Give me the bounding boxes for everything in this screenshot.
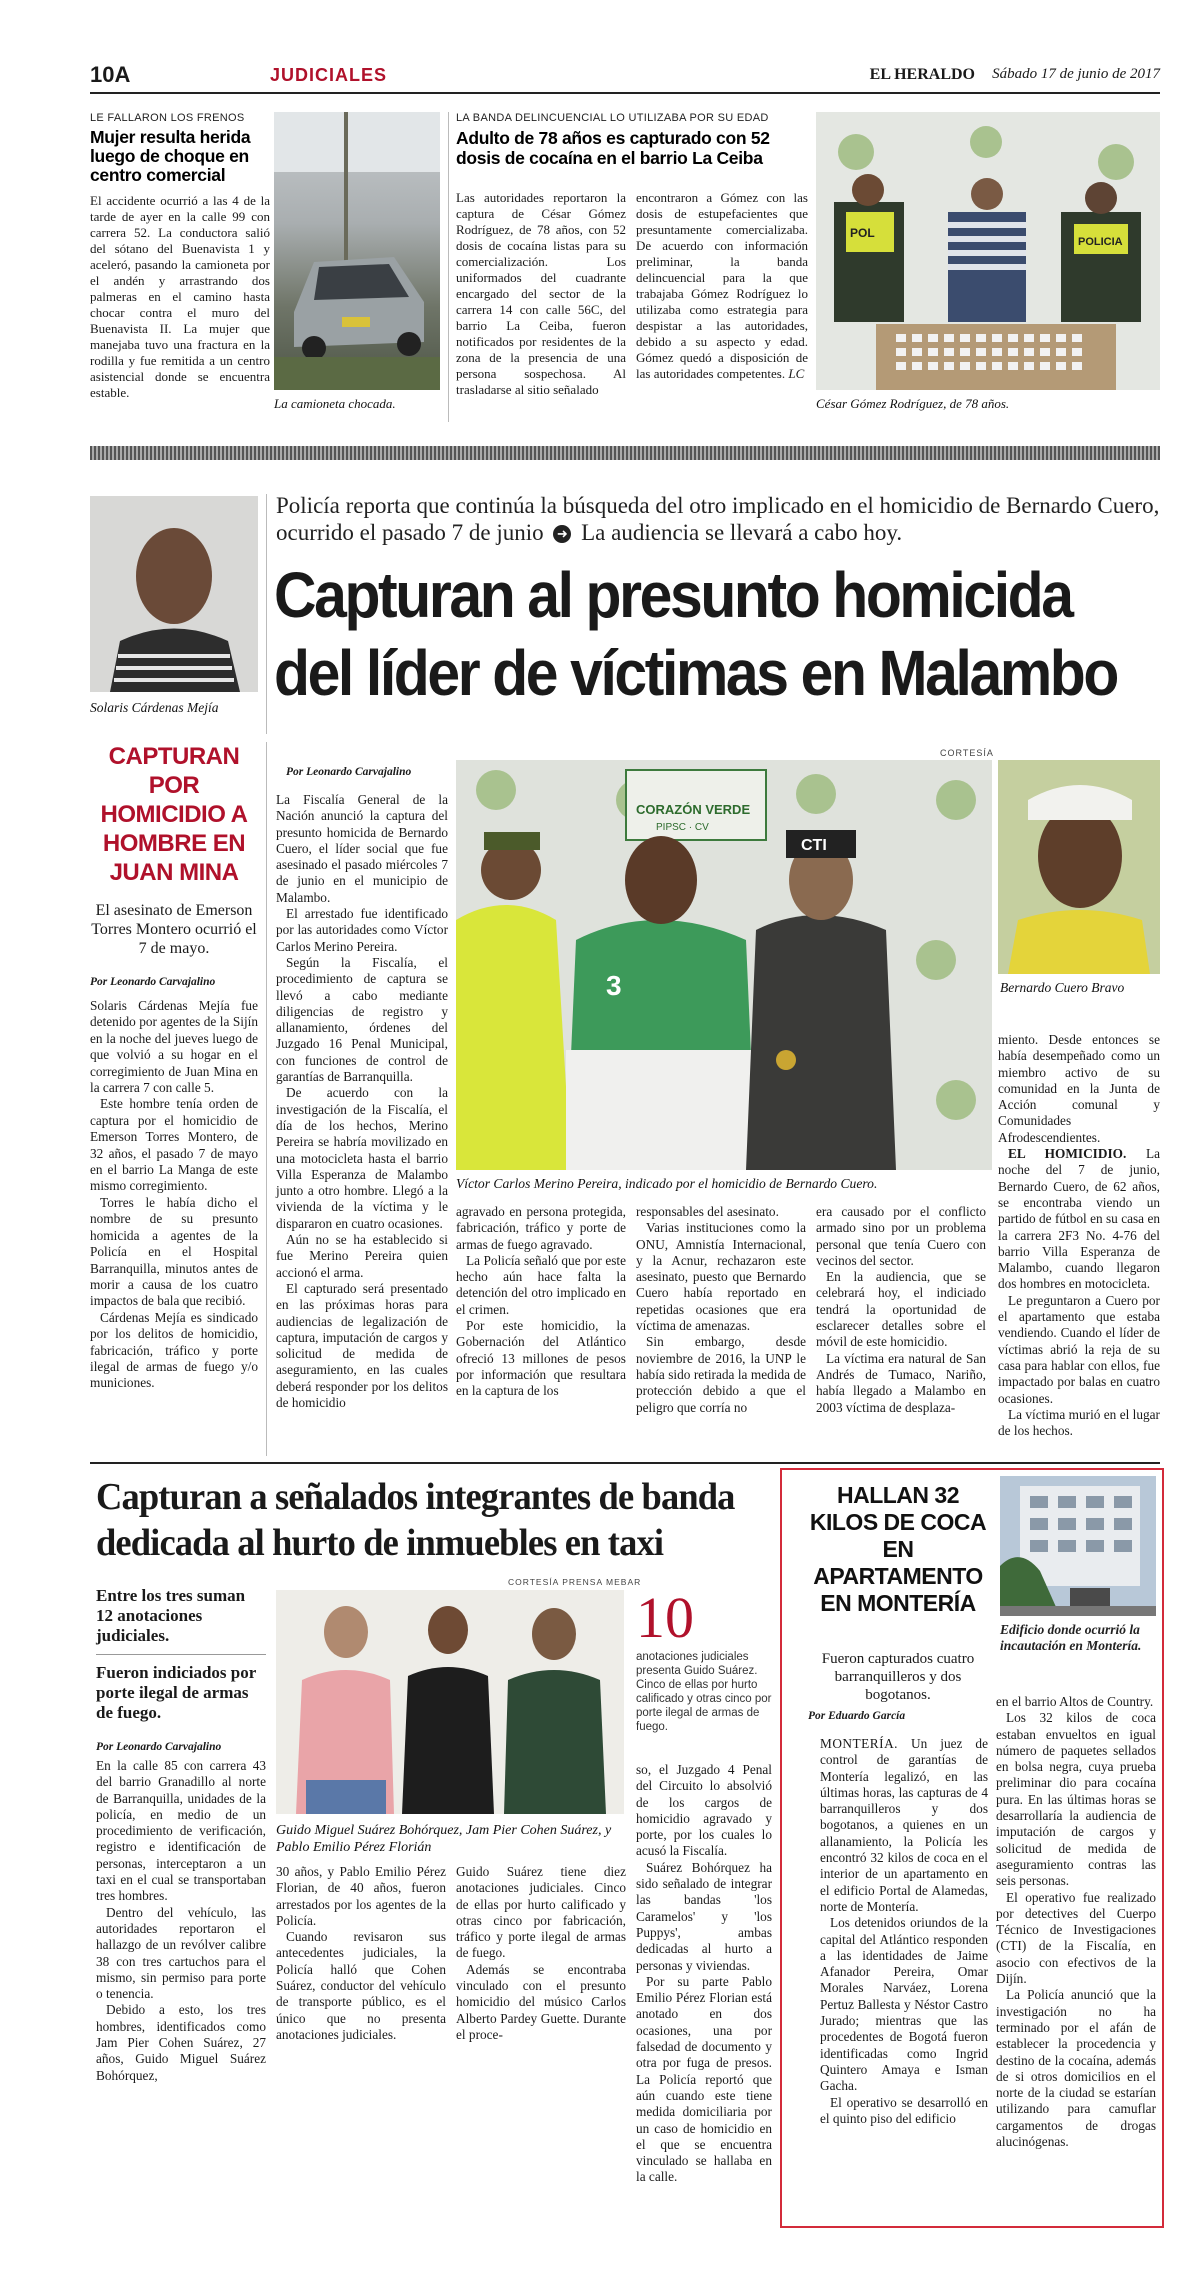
victim-illustration (998, 760, 1160, 974)
paragraph: Según la Fiscalía, el procedimiento de captura se llevó a cabo mediante diligencias de registro y allanamiento, órdenes del Juzgado 16 Penal Municipal, con funciones de control de garantías de Barranquilla. (276, 954, 448, 1085)
paragraph: Por este homicidio, la Gobernación del Atlántico ofreció 13 millones de pesos por información que resultara en la captura de los (456, 1318, 626, 1399)
story-brakes (90, 112, 270, 401)
summary-rule (96, 1654, 266, 1655)
headline-line-1: Capturan a señalados integrantes de banda (96, 1476, 735, 1518)
paragraph: Este hombre tenía orden de captura por el homicidio de Emerson Torres Montero, de 32 años, el pasado 7 de mayo en el barrio La Manga de este mismo corregimiento. (90, 1096, 258, 1194)
coca-col-2 (996, 1694, 1156, 2150)
paragraph: Varias instituciones como la ONU, Amnistía Internacional, y la Acnur, rechazaron este asesinato, puesto que Bernardo Cuero había reportado en repetidas ocasiones que era víctima de amenazas. (636, 1220, 806, 1334)
paragraph: Guido Suárez tiene diez anotaciones judiciales. Cinco de ellas por hurto calificado y otras cinco por fabricación, tráfico y porte ilegal de armas de fuego. (456, 1864, 626, 1961)
portrait-illustration (90, 496, 258, 692)
building-photo (1000, 1476, 1156, 1616)
main-col-3 (636, 1204, 806, 1416)
story-col-2 (636, 190, 808, 382)
banner-text: CORAZÓN VERDE (636, 802, 751, 817)
portrait-solaris (90, 496, 258, 692)
victim-caption: Bernardo Cuero Bravo (1000, 980, 1125, 995)
main-col-5 (998, 1032, 1160, 1439)
paragraph: en el barrio Altos de Country. (996, 1694, 1154, 1709)
taxi-photo-illustration (276, 1590, 624, 1814)
paragraph: Sin embargo, desde noviembre de 2016, la UNP le había sido retirada la medida de protección debido a que el peligro que corría no (636, 1334, 806, 1415)
lead-in: EL HOMICIDIO. (1008, 1146, 1127, 1162)
main-col-4 (816, 1204, 986, 1416)
coca-col-1 (820, 1736, 988, 2127)
headline-line-2: dedicada al hurto de inmuebles en taxi (96, 1522, 664, 1564)
summary-1: Entre los tres suman 12 anotaciones judiciales. (96, 1586, 246, 1645)
paragraph: Debido a esto, los tres hombres, identificados como Jam Pier Cohen Suárez, 27 años, Guido Miguel Suárez Bohórquez, (96, 2002, 266, 2083)
coca-deck: Fueron capturados cuatro barranquilleros y dos bogotanos. (821, 1651, 975, 1703)
paragraph: miento. Desde entonces se había desempeñado como un miembro activo de su comunidad en la Junta de Acción comunal y Comunidades Afrodescendientes. (998, 1032, 1160, 1145)
story-body: El accidente ocurrió a las 4 de la tarde de ayer en la calle 99 con carrera 52. La conductora salió del sótano del Buenavista 1 y aceleró, pasando la camioneta por el andén y arrastrando dos palmeras en el camino hasta chocar contra el muro del Buenavista II. La mujer que manejaba tuvo una fractura en la rodilla y fue remitida a un centro asistencial donde se encuentra estable. (90, 193, 270, 400)
paragraph: era causado por el conflicto armado sino por un problema personal que tenía Cuero con vecinos del sector. (816, 1204, 986, 1268)
main-col-2 (456, 1204, 626, 1400)
vertical-rule (266, 742, 267, 1456)
deck-text-2: La audiencia se llevará a cabo hoy. (581, 520, 903, 545)
shirt-number: 3 (606, 970, 622, 1001)
masthead-rule (90, 92, 1160, 94)
taxi-col-1 (96, 1758, 266, 2084)
paragraph: so, el Juzgado 4 Penal del Circuito lo absolvió de los cargos de homicidio agravado y porte, por los cuales lo acusó la Fiscalía. (636, 1762, 772, 1859)
paragraph: En la calle 85 con carrera 43 del barrio Granadillo al norte de Barranquilla, unidades de la policía, en medio de un procedimiento de verificación, registro e identificación de personas, interceptaron a un taxi en el cual se transportaban tres hombres. (96, 1758, 266, 1904)
paragraph: Solaris Cárdenas Mejía fue detenido por agentes de la Sijín en la noche del jueves luego de que volvió a su hogar en el corregimiento de Juan Mina en la carrera 7 con calle 5. (90, 998, 258, 1096)
paragraph: agravado en persona protegida, fabricación, tráfico y porte de armas de fuego agravado. (456, 1204, 626, 1252)
paragraph: Suárez Bohórquez ha sido señalado de integrar las bandas 'los Caramelos' y 'los Puppys', ambas dedicadas al hurto a personas y viviendas. (636, 1859, 772, 1973)
main-headline (274, 556, 1164, 712)
paragraph: Le preguntaron a Cuero por el apartamento que estaba vendiendo. Cuando el líder de víctimas abrió la reja de su casa para hablar con ellos, fue impactado por balas en cuatro ocasiones. (998, 1292, 1160, 1406)
cti-cap-label: CTI (801, 837, 827, 854)
paragraph: Dentro del vehículo, las autoridades reportaron el hallazgo de un revólver calibre 38 con tres cartuchos para el mismo, sin permiso para porte o tenencia. (96, 1904, 266, 2002)
victim-photo (998, 760, 1160, 974)
paragraph: EL HOMICIDIO. La noche del 7 de junio, Bernardo Cuero, de 62 años, se encontraba viendo un partido de fútbol en su casa en la carrera 2F3 No. 4-76 del barrio Villa Esperanza de Malambo, cuando llegaron dos hombres en motocicleta. (998, 1146, 1160, 1292)
photo-credit: CORTESÍA (940, 748, 994, 758)
paragraph: En la audiencia, que se celebrará hoy, el indiciado tendrá la oportunidad de esclarecer detalles sobre el móvil de este homicidio. (816, 1269, 986, 1350)
paragraph: Por su parte Pablo Emilio Pérez Florian está anotado en dos ocasiones, una por falsedad de documento y otra por fuga de presos. La Policía reportó que aún cuando este tiene medida domiciliaria por un caso de homicidio en el que se encuentra vinculado se hallaba en la calle. (636, 1973, 772, 2185)
coca-byline: Por Eduardo García (808, 1710, 906, 1722)
paragraph: Las autoridades reportaron la captura de César Gómez Rodríguez, de 78 años, con 52 dosis de cocaína listas para su comercialización. Los uniformados del cuadrante encargado del sector de la carrera 14 con calle 56C, del barrio La Ceiba, fueron notificados por residentes de la zona de la presencia de una persona sospechosa. Al trasladarse al sitio señalado (456, 190, 626, 397)
main-byline: Por Leonardo Carvajalino (286, 766, 412, 778)
arrow-icon: ➜ (553, 525, 571, 543)
story-kicker: LE FALLARON LOS FRENOS (90, 112, 245, 124)
story-elderly (456, 112, 808, 168)
banner-subtext: PIPSC · CV (656, 822, 709, 833)
arrest-illustration (816, 112, 1160, 390)
initials: LC (788, 366, 805, 381)
main-col-1 (276, 792, 448, 1411)
vest-label: POL (850, 226, 875, 240)
big-number-box (636, 1585, 772, 1734)
col-divider (448, 112, 449, 422)
headline-line-2: del líder de víctimas en Malambo (274, 637, 1117, 709)
paragraph: Los 32 kilos de coca estaban envueltos en igual número de paquetes sellados en bolsa negra, cuya prueba preliminar dio para cocaína pura. En las últimas horas se desarrollaría la audiencia de imputación de cargos y solicitud de medida de aseguramiento contras las seis personas. (996, 1710, 1156, 1889)
big-number: 10 (636, 1585, 694, 1650)
story-headline: Adulto de 78 años es capturado con 52 dosis de cocaína en el barrio La Ceiba (456, 128, 770, 168)
paragraph: Además se encontraba vinculado con el presunto homicidio del músico Carlos Alberto Pardey Guette. Durante el proce- (456, 1961, 626, 2042)
edition-date: Sábado 17 de junio de 2017 (992, 66, 1160, 82)
paragraph: La Policía anunció que la investigación no ha terminado por el afán de establecer la procedencia y destino de la cocaína, además de si otros domicilios en el norte de la ciudad se estarían utilizando para camuflar cargamentos de drogas alucinógenas. (996, 1987, 1156, 2150)
taxi-summary (96, 1586, 266, 1753)
section-label: JUDICIALES (270, 65, 388, 85)
paragraph: Cárdenas Mejía es sindicado por los delitos de homicidio, fabricación, tráfico y porte ilegal de armas de fuego y/o municiones. (90, 1309, 258, 1391)
taxi-photo-caption: Guido Miguel Suárez Bohórquez, Jam Pier Cohen Suárez, y Pablo Emilio Pérez Florián (276, 1823, 612, 1855)
main-photo-caption: Víctor Carlos Merino Pereira, indicado por el homicidio de Bernardo Cuero. (456, 1176, 878, 1191)
paragraph: El operativo fue realizado por detectives del Cuerpo Técnico de Investigaciones (CTI) de la Fiscalía, en asocio con efectivos de la Dijín. (996, 1889, 1156, 1987)
paragraph: La Policía señaló que por este hecho aún hace falta la detención del otro implicado en el crimen. (456, 1252, 626, 1317)
sidebar-body (90, 998, 258, 1392)
sidebar-deck: El asesinato de Emerson Torres Montero ocurrió el 7 de mayo. (91, 902, 257, 957)
paragraph: Cuando revisaron sus antecedentes judiciales, la Policía halló que Cohen Suárez, conductor del vehículo de transporte público, es el único que no presenta anotaciones judiciales. (276, 1929, 446, 2042)
paper-name: EL HERALDO (869, 66, 975, 83)
portrait-caption: Solaris Cárdenas Mejía (90, 700, 219, 715)
story-col-1 (456, 190, 626, 398)
taxi-byline: Por Leonardo Carvajalino (96, 1741, 222, 1753)
paragraph: La Fiscalía General de la Nación anunció la captura del presunto homicida de Bernardo Cuero, el líder social que fue asesinado el pasado miércoles 7 de junio en el municipio de Malambo. (276, 792, 448, 905)
paragraph: Torres le había dicho el nombre de su presunto homicida a agentes de la Policía en el Hospital Barranquilla, minutos antes de morir a causa de los cuatro impactos de bala que recibió. (90, 1194, 258, 1309)
lead-in: MONTERÍA. (820, 1736, 898, 1751)
crash-caption: La camioneta chocada. (274, 396, 396, 411)
page-number: 10A (90, 62, 131, 87)
paragraph: responsables del asesinato. (636, 1204, 779, 1219)
section-rule (90, 1462, 1160, 1464)
headline-line-1: Capturan al presunto homicida (274, 559, 1072, 631)
building-illustration (1000, 1476, 1156, 1616)
paragraph: El arrestado fue identificado por las autoridades como Víctor Carlos Merino Pereira. (276, 906, 448, 954)
paragraph: 30 años, y Pablo Emilio Pérez Florian, de 40 años, fueron arrestados por los agentes de la Policía. (276, 1864, 446, 1928)
section-separator (90, 446, 1160, 460)
story-kicker: LA BANDA DELINCUENCIAL LO UTILIZABA POR SU EDAD (456, 112, 769, 124)
vest-label: POLICIA (1078, 236, 1123, 248)
paragraph: MONTERÍA. Un juez de control de garantías de Montería legalizó, en las últimas horas, las capturas de 4 barranquilleros y dos bogotanos, a quienes en un allanamiento, la Policía les encontró 32 kilos de coca en el interior de un apartamento en el edificio Portal de Alamedas, norte de Montería. (820, 1736, 988, 1914)
paragraph: Aún no se ha establecido si fue Merino Pereira quien accionó el arma. (276, 1232, 448, 1280)
taxi-col-4 (636, 1762, 772, 2186)
masthead (90, 62, 1160, 88)
taxi-col-2 (276, 1864, 446, 2043)
paragraph: El capturado será presentado en las próximas horas para audiencias de legalización de captura, imputación de cargos y solicitud de medida de aseguramiento, en las cuales deberá responder por los delitos de homicidio (276, 1280, 448, 1410)
paragraph: El operativo se desarrolló en el quinto piso del edificio (820, 2094, 988, 2126)
deck-text: Policía reporta que continúa la búsqueda del otro implicado en el homicidio de Bernardo Cuero, ocurrido el pasado 7 de junio (276, 493, 1160, 545)
big-number-text: anotaciones judiciales presenta Guido Suárez. Cinco de ellas por hurto calificado y otras cinco por porte ilegal de armas de fuego. (636, 1651, 772, 1733)
building-caption: Edificio donde ocurrió la incautación en Montería. (1000, 1622, 1142, 1653)
taxi-credit: CORTESÍA PRENSA MEBAR (508, 1577, 642, 1587)
crashed-car-photo (274, 112, 440, 390)
taxi-suspects-photo (276, 1590, 624, 1814)
story-headline: Mujer resulta herida luego de choque en centro comercial (90, 127, 251, 185)
paragraph: Los detenidos oriundos de la capital del Atlántico responden a las identidades de Jaime Afanador Pereira, Omar Morales Narváez, Lorena Pertuz Ballesta y Néstor Castro Jurado; mientras que las procedentes de Bogotá fueron identificadas como Ingrid Quintero Amaya e Isman Gacha. (820, 1915, 988, 2094)
paragraph: La víctima murió en el lugar de los hechos. (998, 1406, 1160, 1439)
main-deck (276, 492, 1160, 546)
main-photo-illustration (456, 760, 992, 1170)
paragraph: La víctima era natural de San Andrés de Tumaco, Nariño, había llegado a Malambo en 2003 víctima de desplaza- (816, 1350, 986, 1415)
car-illustration (274, 112, 440, 390)
taxi-headline (96, 1474, 776, 1566)
elderly-caption: César Gómez Rodríguez, de 78 años. (816, 396, 1010, 411)
arrest-photo-elderly (816, 112, 1160, 390)
sidebar-headline: CAPTURAN POR HOMICIDIO A HOMBRE EN JUAN MINA (100, 743, 248, 886)
summary-2: Fueron indiciados por porte ilegal de armas de fuego. (96, 1663, 256, 1722)
taxi-col-3 (456, 1864, 626, 2043)
sidebar-juan-mina (90, 742, 258, 1392)
paragraph: encontraron a Gómez con las dosis de estupefacientes que presuntamente comercializaba. De acuerdo con información preliminar, la banda delincuencial para la que trabajaba Gómez Rodríguez lo utilizaba como estrategia para despistar a las autoridades, debido a su aspecto y edad. Gómez quedó a disposición de las autoridades competentes. LC (636, 190, 808, 381)
sidebar-byline: Por Leonardo Carvajalino (90, 976, 216, 988)
coca-headline: HALLAN 32 KILOS DE COCA EN APARTAMENTO EN MONTERÍA (809, 1482, 987, 1616)
paragraph: De acuerdo con la investigación de la Fiscalía, el día de los hechos, Merino Pereira se habría movilizado en una motocicleta hasta el barrio Villa Esperanza de Malambo junto a otro hombre. Llegó a la vivienda de la víctima y le dispararon en cuatro ocasiones. (276, 1085, 448, 1231)
main-arrest-photo (456, 760, 992, 1170)
vertical-rule (266, 494, 267, 734)
